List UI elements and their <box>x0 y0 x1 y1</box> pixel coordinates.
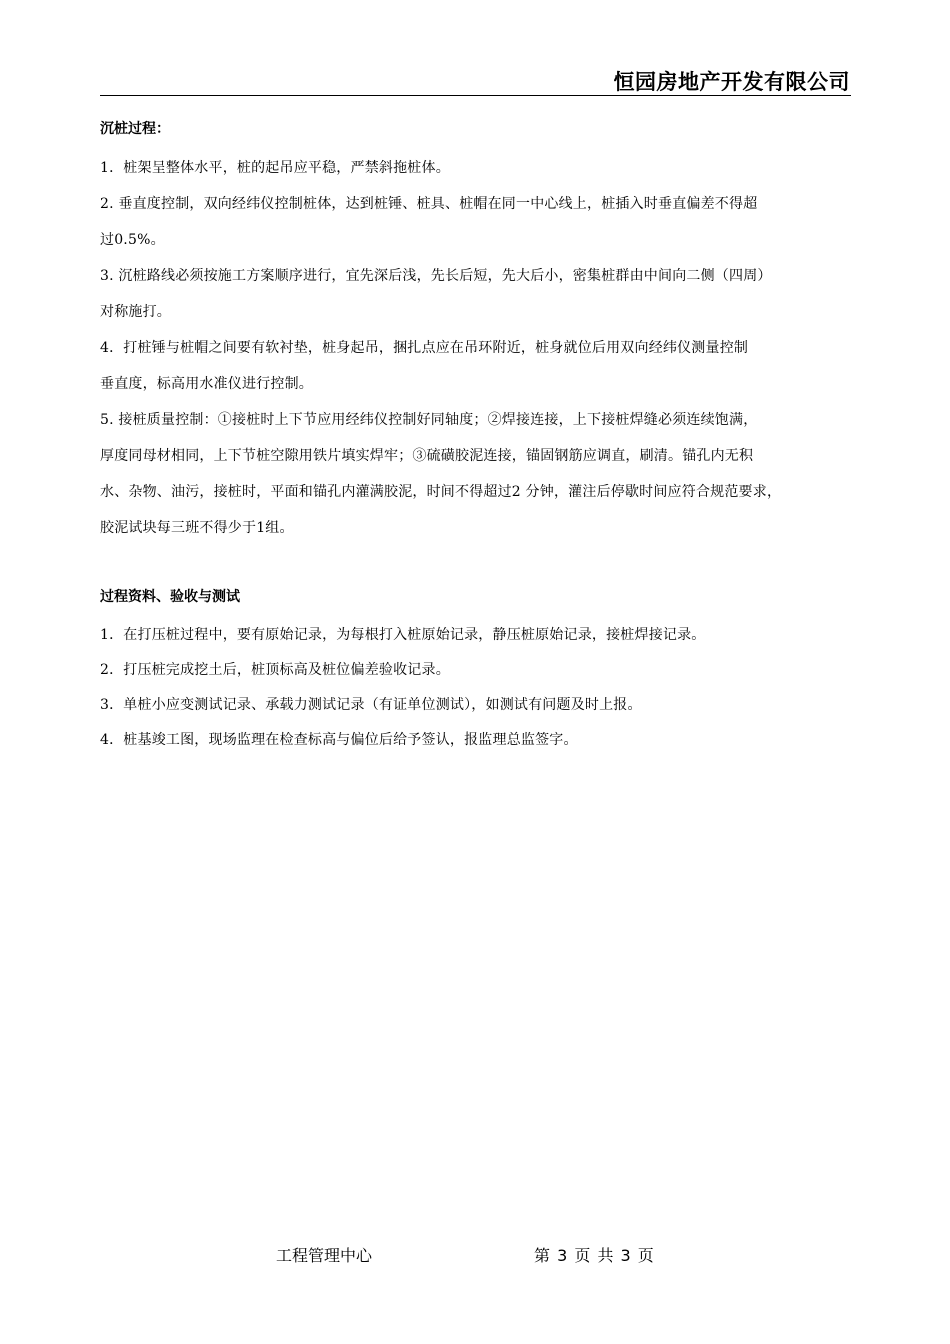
paragraph-line: 4．打桩锤与桩帽之间要有软衬垫，桩身起吊，捆扎点应在吊环附近，桩身就位后用双向经纬仪测量控制 <box>100 340 749 356</box>
section-spacer <box>100 546 860 582</box>
paragraph-line: 3. 沉桩路线必须按施工方案顺序进行，宜先深后浅，先长后短，先大后小，密集桩群由中间向二侧（四周） <box>100 268 772 284</box>
page-footer <box>0 1242 950 1270</box>
paragraph-line: 1．桩架呈整体水平，桩的起吊应平稳，严禁斜拖桩体。 <box>100 160 450 176</box>
paragraph-line: 胶泥试块每三班不得少于1组。 <box>100 520 294 536</box>
footer-department: 工程管理中心 <box>276 1246 373 1265</box>
paragraph-line: 2. 垂直度控制，双向经纬仪控制桩体，达到桩锤、桩具、桩帽在同一中心线上，桩插入时垂直偏差不得超 <box>100 196 758 212</box>
paragraph-line: 水、杂物、油污，接桩时，平面和锚孔内灌满胶泥，时间不得超过2 分钟，灌注后停歇时间应符合规范要求， <box>100 484 782 500</box>
section-title-pile-sinking: 沉桩过程： <box>100 121 170 137</box>
paragraph-line: 厚度同母材相同，上下节桩空隙用铁片填实焊牢；③硫磺胶泥连接，锚固钢筋应调直，刷清。锚孔内无积 <box>100 448 754 464</box>
section-title-records-acceptance: 过程资料、验收与测试 <box>100 589 240 605</box>
document-body <box>100 114 860 758</box>
page-number: 第 3 页 共 3 页 <box>534 1246 655 1265</box>
list-item: 2．打压桩完成挖土后，桩顶标高及桩位偏差验收记录。 <box>100 662 450 678</box>
company-name: 恒园房地产开发有限公司 <box>613 70 850 94</box>
list-item: 3．单桩小应变测试记录、承载力测试记录（有证单位测试），如测试有问题及时上报。 <box>100 697 642 713</box>
paragraph-line: 5. 接桩质量控制：①接桩时上下节应用经纬仪控制好同轴度；②焊接连接，上下接桩焊缝必须连续饱满， <box>100 412 758 428</box>
header-divider <box>100 95 851 96</box>
paragraph-line: 对称施打。 <box>100 304 171 320</box>
list-item: 4．桩基竣工图，现场监理在检查标高与偏位后给予签认，报监理总监签字。 <box>100 732 578 748</box>
list-item: 1．在打压桩过程中，要有原始记录，为每根打入桩原始记录，静压桩原始记录，接桩焊接记录。 <box>100 627 706 643</box>
paragraph-line: 过0.5%。 <box>100 232 165 248</box>
paragraph-line: 垂直度，标高用水准仪进行控制。 <box>100 376 313 392</box>
